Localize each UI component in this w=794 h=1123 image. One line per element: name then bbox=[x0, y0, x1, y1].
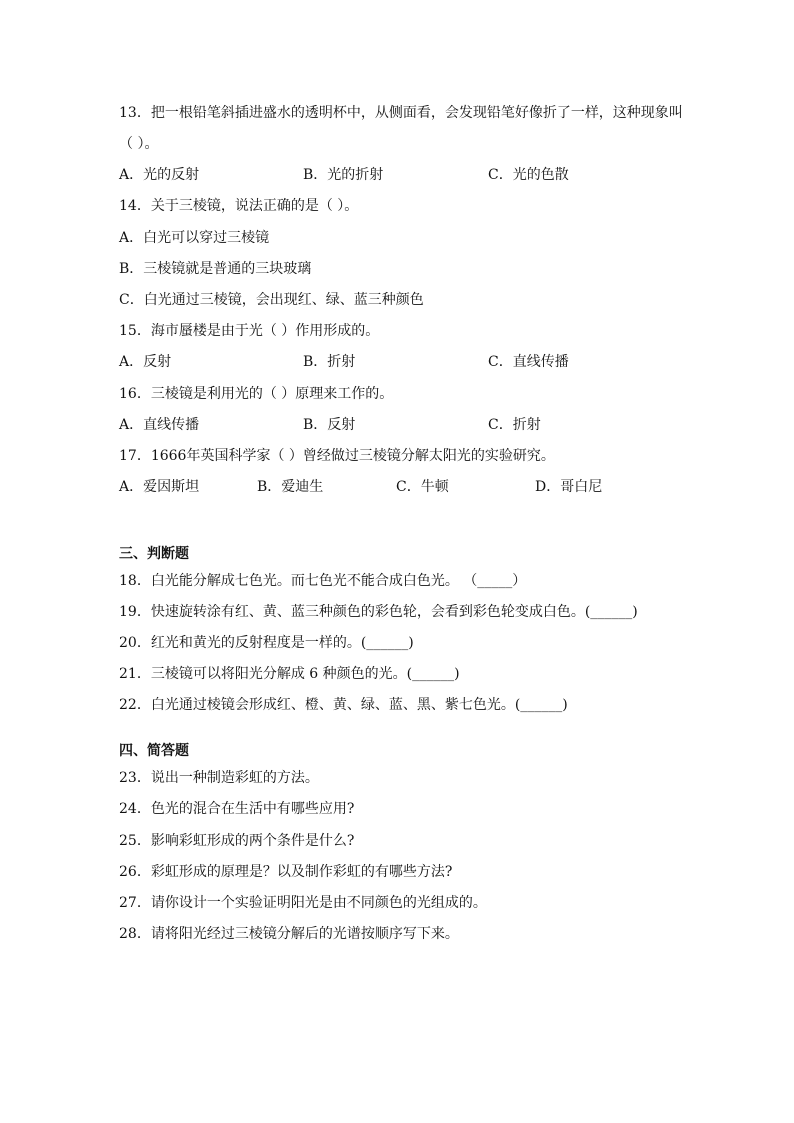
q16-stem: 16．三棱镜是利用光的（ ）原理来工作的。 bbox=[119, 386, 394, 402]
q13-option-b: B．光的折射 bbox=[303, 167, 384, 183]
q17-option-b: B．爱迪生 bbox=[257, 479, 324, 495]
q16-option-a: A．直线传播 bbox=[119, 417, 200, 433]
q14-option-c: C．白光通过三棱镜，会出现红、绿、蓝三种颜色 bbox=[119, 292, 424, 308]
q14-option-a: A．白光可以穿过三棱镜 bbox=[119, 230, 270, 246]
short-answer-item-23: 23．说出一种制造彩虹的方法。 bbox=[119, 770, 319, 786]
judgment-item-18: 18．白光能分解成七色光。而七色光不能合成白色光。 （_____） bbox=[119, 573, 527, 589]
q13-stem-blank: （ ）。 bbox=[119, 136, 159, 152]
q17-option-d: D．哥白尼 bbox=[535, 479, 603, 495]
judgment-item-22: 22．白光通过棱镜会形成红、橙、黄、绿、蓝、黑、紫七色光。(______) bbox=[119, 697, 568, 713]
q13-stem: 13．把一根铅笔斜插进盛水的透明杯中，从侧面看，会发现铅笔好像折了一样，这种现象叫 bbox=[119, 105, 683, 121]
judgment-item-21: 21．三棱镜可以将阳光分解成 6 种颜色的光。(______) bbox=[119, 666, 460, 682]
q17-option-a: A．爱因斯坦 bbox=[119, 479, 200, 495]
judgment-item-19: 19．快速旋转涂有红、黄、蓝三种颜色的彩色轮，会看到彩色轮变成白色。(______) bbox=[119, 604, 638, 620]
q14-stem: 14．关于三棱镜，说法正确的是（ ）。 bbox=[119, 198, 359, 214]
q17-option-c: C．牛顿 bbox=[396, 479, 449, 495]
short-answer-item-28: 28．请将阳光经过三棱镜分解后的光谱按顺序写下来。 bbox=[119, 926, 459, 942]
q15-option-c: C．直线传播 bbox=[488, 354, 569, 370]
q16-option-c: C．折射 bbox=[488, 417, 541, 433]
q13-option-c: C．光的色散 bbox=[488, 167, 569, 183]
q15-stem: 15．海市蜃楼是由于光（ ）作用形成的。 bbox=[119, 323, 380, 339]
q17-stem: 17．1666年英国科学家（ ）曾经做过三棱镜分解太阳光的实验研究。 bbox=[119, 448, 555, 464]
short-answer-item-25: 25．影响彩虹形成的两个条件是什么? bbox=[119, 833, 355, 849]
judgment-item-20: 20．红光和黄光的反射程度是一样的。(______) bbox=[119, 635, 414, 651]
q15-option-b: B．折射 bbox=[303, 354, 356, 370]
section-heading-short-answer: 四、简答题 bbox=[119, 743, 189, 759]
q14-option-b: B．三棱镜就是普通的三块玻璃 bbox=[119, 261, 312, 277]
section-heading-judgment: 三、判断题 bbox=[119, 546, 189, 562]
short-answer-item-26: 26．彩虹形成的原理是？以及制作彩虹的有哪些方法? bbox=[119, 864, 453, 880]
q15-option-a: A．反射 bbox=[119, 354, 172, 370]
short-answer-item-27: 27．请你设计一个实验证明阳光是由不同颜色的光组成的。 bbox=[119, 895, 487, 911]
short-answer-item-24: 24．色光的混合在生活中有哪些应用? bbox=[119, 801, 355, 817]
q13-option-a: A．光的反射 bbox=[119, 167, 200, 183]
q16-option-b: B．反射 bbox=[303, 417, 356, 433]
